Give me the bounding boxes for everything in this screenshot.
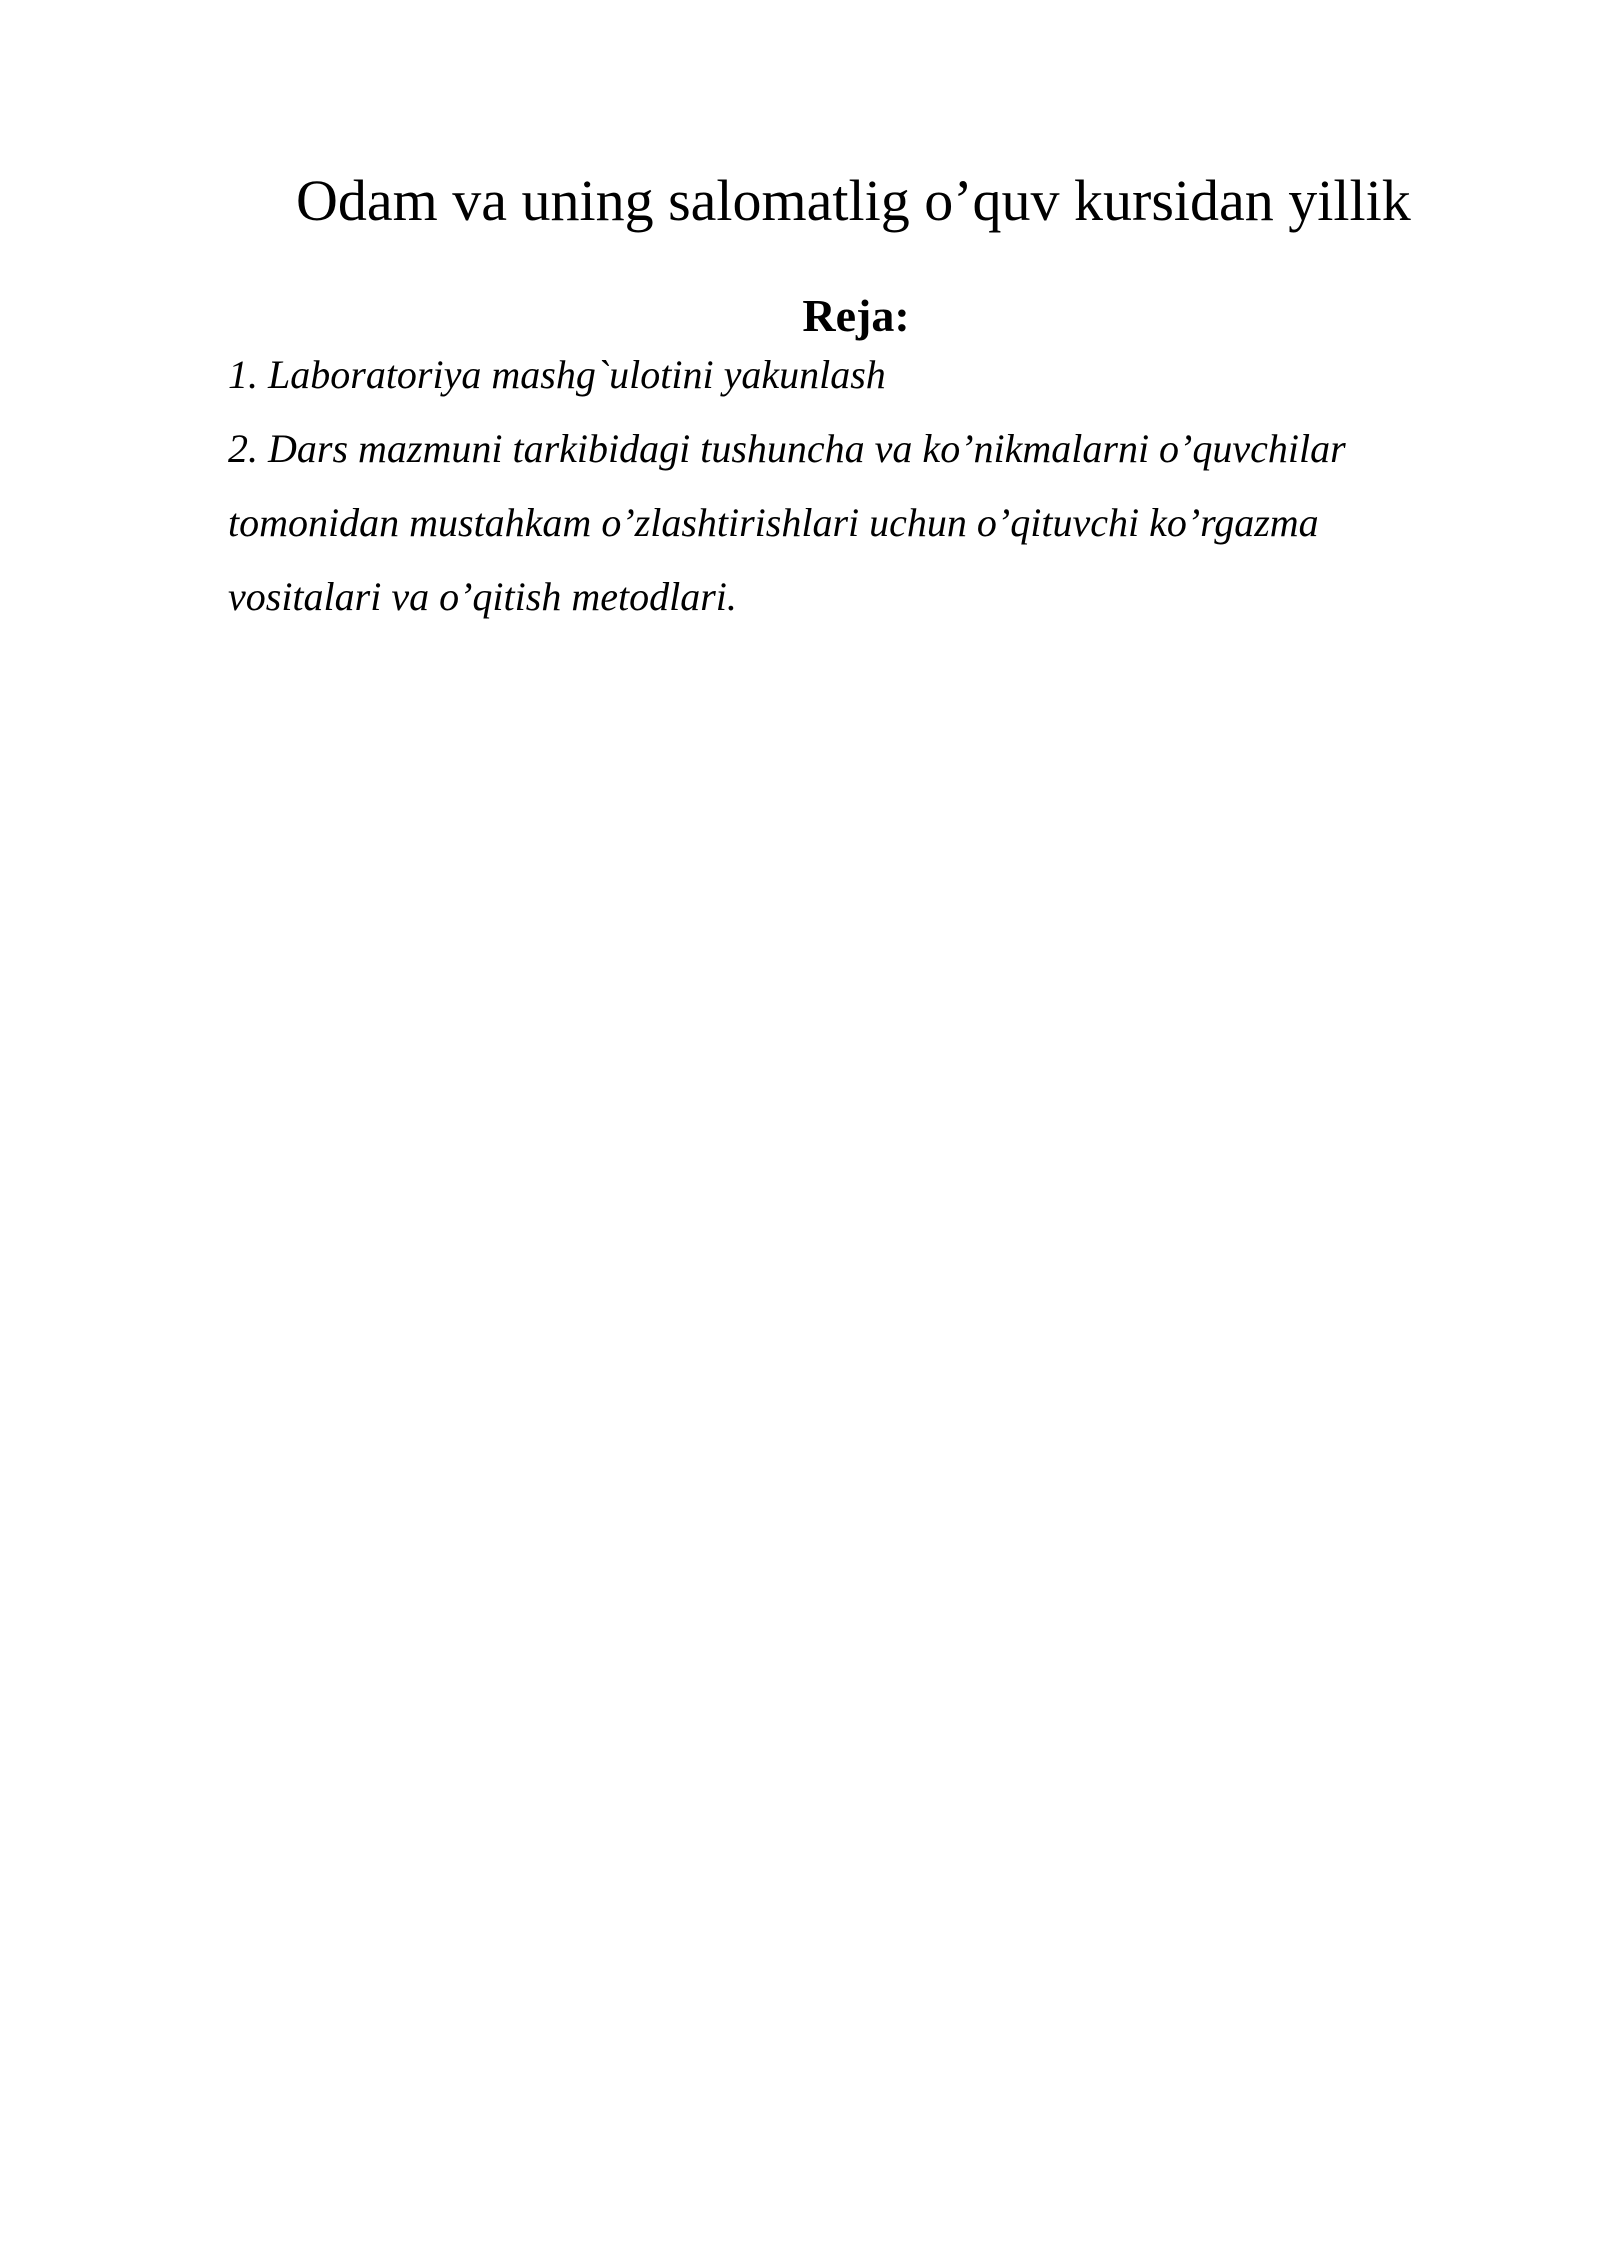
plan-list bbox=[228, 338, 1468, 634]
plan-item-text: Laboratoriya mashg`ulotini yakunlash bbox=[268, 352, 886, 397]
plan-item-continuation: vositalari va o’qitish metodlari. bbox=[228, 574, 737, 619]
plan-heading: Reja: bbox=[802, 290, 910, 341]
plan-item-line bbox=[228, 412, 1468, 486]
plan-item-text: Dars mazmuni tarkibidagi tushuncha va ko’nikmalarni o’quvchilar bbox=[268, 426, 1346, 471]
plan-item-1 bbox=[228, 338, 1468, 412]
plan-item-line bbox=[228, 338, 1468, 412]
plan-item-continuation: tomonidan mustahkam o’zlashtirishlari uchun o’qituvchi ko’rgazma bbox=[228, 500, 1319, 545]
document-title: Odam va uning salomatlig o’quv kursidan yillik bbox=[296, 168, 1411, 233]
plan-item-number: 2. bbox=[228, 426, 258, 471]
plan-item-number: 1. bbox=[228, 352, 258, 397]
plan-item-2 bbox=[228, 412, 1468, 634]
